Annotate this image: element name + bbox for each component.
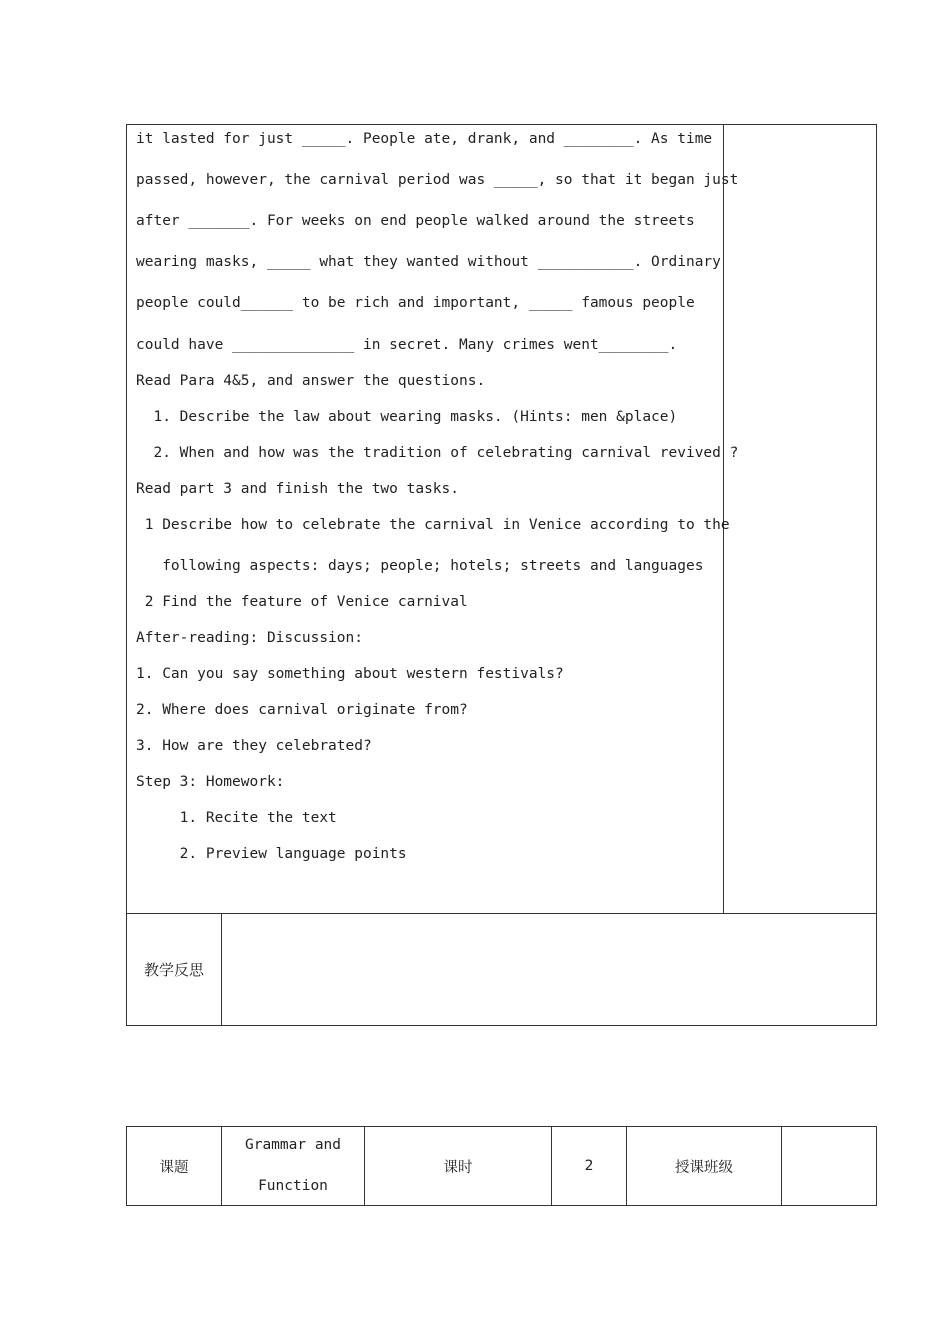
lesson-header-table <box>126 1126 877 1206</box>
lesson-plan-table <box>126 124 877 1026</box>
content-line: it lasted for just _____. People ate, drank, and ________. As time <box>136 131 713 147</box>
content-line: 2 Find the feature of Venice carnival <box>136 594 468 610</box>
content-line: 1. Describe the law about wearing masks. (Hints: men &place) <box>136 409 678 425</box>
topic-label: 课题 <box>127 1127 222 1205</box>
class-label: 授课班级 <box>627 1127 782 1205</box>
content-line: after _______. For weeks on end people walked around the streets <box>136 213 695 229</box>
class-value <box>782 1127 876 1205</box>
content-line: 1. Can you say something about western festivals? <box>136 666 564 682</box>
period-label: 课时 <box>365 1127 552 1205</box>
topic-value <box>222 1127 365 1205</box>
topic-value-line: Grammar and <box>244 1137 342 1153</box>
reflection-row <box>127 913 876 1025</box>
content-line: 3. How are they celebrated? <box>136 738 372 754</box>
notes-cell <box>724 125 876 913</box>
content-line: people could______ to be rich and important, _____ famous people <box>136 295 695 311</box>
content-line: 1. Recite the text <box>136 810 337 826</box>
content-line: 2. When and how was the tradition of celebrating carnival revived ? <box>136 445 739 461</box>
lesson-content-cell <box>127 125 739 913</box>
content-line: 2. Where does carnival originate from? <box>136 702 468 718</box>
content-line: wearing masks, _____ what they wanted without ___________. Ordinary <box>136 254 721 270</box>
content-line: Read Para 4&5, and answer the questions. <box>136 373 486 389</box>
reflection-label: 教学反思 <box>127 914 222 1025</box>
content-line: could have ______________ in secret. Many crimes went________. <box>136 337 678 353</box>
content-line: 2. Preview language points <box>136 846 407 862</box>
content-line: Step 3: Homework: <box>136 774 285 790</box>
topic-value-line: Function <box>258 1178 328 1194</box>
period-value: 2 <box>552 1127 627 1205</box>
content-line: 1 Describe how to celebrate the carnival in Venice according to the <box>136 517 730 533</box>
content-line: Read part 3 and finish the two tasks. <box>136 481 460 497</box>
content-line: passed, however, the carnival period was _____, so that it began just <box>136 172 739 188</box>
content-line: following aspects: days; people; hotels; streets and languages <box>136 558 704 574</box>
content-line: After-reading: Discussion: <box>136 630 363 646</box>
